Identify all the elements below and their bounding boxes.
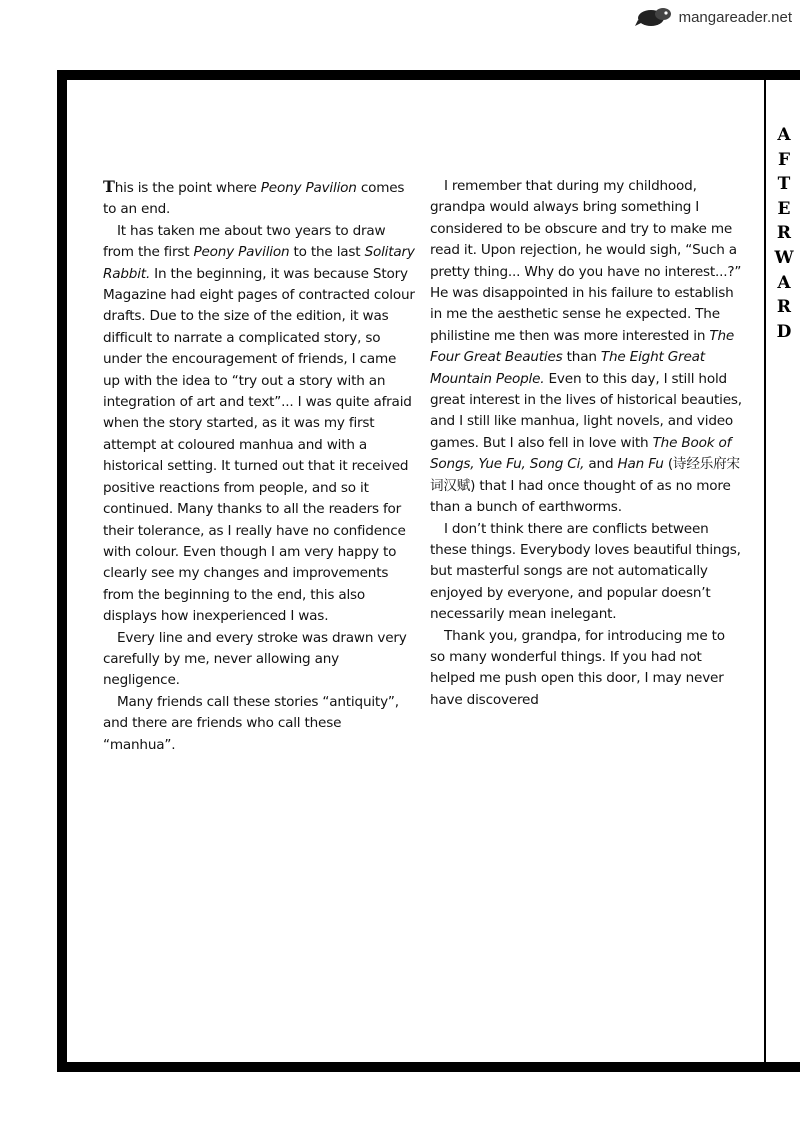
text-run: his is the point where	[114, 180, 261, 196]
text-run: comes to an end.	[103, 180, 405, 218]
text-run: than	[562, 349, 601, 366]
italic-title: The Book of Songs, Yue Fu, Song Ci,	[430, 434, 732, 473]
left-text-column	[103, 176, 415, 756]
text-run: I remember that during my childhood, grandpa would always bring something I considered to be obscure and try to make me read it. Upon rejection, he would sigh, “Such a pretty thing... Why do you have no interest...?” He was disappointed in his failure to establish in me the aesthetic sense he expected. The philistine me then was more interested in	[430, 178, 742, 344]
afterward-title	[769, 123, 799, 344]
watermark-text: mangareader.net	[678, 8, 792, 26]
paragraph: I don’t think there are conflicts between these things. Everybody loves beautiful things, but masterful songs are not automatically enjoyed by everyone, and popular doesn’t necessarily mean inelegant.	[430, 520, 741, 623]
paragraph: Many friends call these stories “antiquity”, and there are friends who call these “manhua”.	[103, 693, 399, 753]
text-run: In the beginning, it was because Story Magazine had eight pages of contracted colour drafts. Due to the size of the edition, it was difficult to narrate a complicated story, so under the encouragement of friends, I came up with the idea to “try out a story with an integration of art and text”... I was quite afraid when the story started, as it was my first attempt at coloured manhua and with a historical setting. It turned out that it received positive reactions from people, and so it continued. Many thanks to all the readers for their tolerance, as I really have no confidence with colour. Even though I am very happy to clearly see my changes and improvements from the beginning to the end, this also displays how inexperienced I was.	[103, 265, 415, 625]
text-run: and	[584, 456, 618, 473]
paragraph	[430, 176, 742, 519]
title-letter: T	[777, 174, 791, 195]
drop-cap: T	[103, 177, 115, 196]
title-letter: D	[776, 321, 792, 342]
italic-title: Han Fu	[617, 456, 664, 473]
title-letter: E	[777, 198, 791, 219]
paragraph: Every line and every stroke was drawn very carefully by me, never allowing any negligence.	[103, 629, 407, 689]
text-run: (诗经乐府宋词汉赋) that I had once thought of as no more than a bunch of earthworms.	[430, 456, 740, 516]
italic-title: Solitary Rabbit.	[103, 244, 415, 282]
text-run: to the last	[289, 244, 365, 261]
title-letter: R	[776, 297, 792, 318]
italic-title: The Eight Great Mountain People.	[430, 349, 705, 387]
paragraph: Thank you, grandpa, for introducing me to so many wonderful things. If you had not helped me push open this door, I may never have discovered	[430, 627, 725, 708]
title-letter: W	[774, 247, 794, 268]
right-text-column	[430, 176, 742, 711]
mascot-icon	[635, 6, 675, 28]
title-letter: R	[776, 223, 792, 244]
title-letter: A	[777, 272, 791, 293]
title-letter: A	[777, 125, 791, 145]
italic-title: Peony Pavilion	[260, 180, 357, 196]
text-run: Even to this day, I still hold great interest in the lives of historical beauties, and I still like manhua, light novels, and video games. But I also fell in love with	[430, 370, 742, 451]
side-divider	[764, 79, 766, 1063]
watermark	[635, 6, 792, 28]
italic-title: Peony Pavilion	[193, 244, 290, 261]
paragraph	[103, 176, 415, 221]
italic-title: The Four Great Beauties	[430, 327, 735, 366]
text-run: It has taken me about two years to draw from the first	[103, 222, 386, 261]
title-letter: F	[777, 149, 791, 170]
paragraph	[103, 221, 415, 628]
